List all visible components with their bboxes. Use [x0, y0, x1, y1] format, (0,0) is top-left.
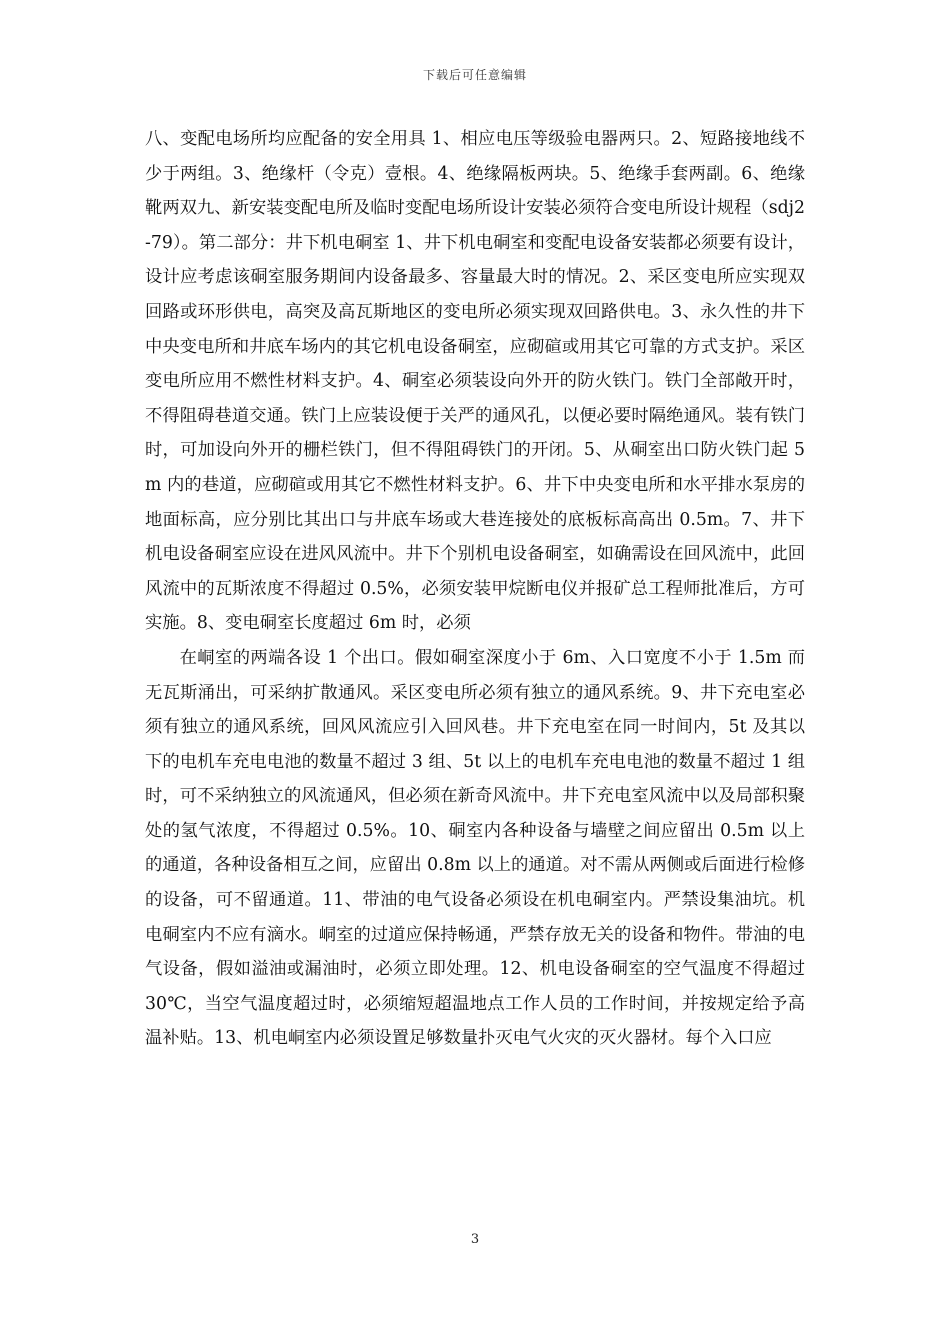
document-body — [145, 122, 805, 1056]
body-paragraph-1: 八、变配电场所均应配备的安全用具 1、相应电压等级验电器两只。2、短路接地线不少于两组。3、绝缘杆（令克）壹根。4、绝缘隔板两块。5、绝缘手套两副。6、绝缘靴两双九、新安装变配电所及临时变配电场所设计安装必须符合变电所设计规程（sdj2-79）。第二部分：井下机电硐室 1、井下机电硐室和变配电设备安装都必须要有设计，设计应考虑该硐室服务期间内设备最多、容量最大时的情况。2、采区变电所应实现双回路或环形供电，高突及高瓦斯地区的变电所必须实现双回路供电。3、永久性的井下中央变电所和井底车场内的其它机电设备硐室，应砌碹或用其它可靠的方式支护。采区变电所应用不燃性材料支护。4、硐室必须装设向外开的防火铁门。铁门全部敞开时，不得阻碍巷道交通。铁门上应装设便于关严的通风孔，以便必要时隔绝通风。装有铁门时，可加设向外开的栅栏铁门，但不得阻碍铁门的开闭。5、从硐室出口防火铁门起 5m 内的巷道，应砌碹或用其它不燃性材料支护。6、井下中央变电所和水平排水泵房的地面标高，应分别比其出口与井底车场或大巷连接处的底板标高高出 0.5m。7、井下机电设备硐室应设在进风风流中。井下个别机电设备硐室，如确需设在回风流中，此回风流中的瓦斯浓度不得超过 0.5%，必须安装甲烷断电仪并报矿总工程师批准后，方可实施。8、变电硐室长度超过 6m 时，必须 — [145, 129, 805, 634]
page-header: 下载后可任意编辑 — [422, 68, 527, 82]
page-number: 3 — [470, 1232, 480, 1247]
body-paragraph-2: 在峒室的两端各设 1 个出口。假如硐室深度小于 6m、入口宽度不小于 1.5m 而无瓦斯涌出，可采纳扩散通风。采区变电所必须有独立的通风系统。9、井下充电室必须有独立的通风系统，回风风流应引入回风巷。井下充电室在同一时间内，5t 及其以下的电机车充电电池的数量不超过 3 组、5t 以上的电机车充电电池的数量不超过 1 组时，可不采纳独立的风流通风，但必须在新奇风流中。井下充电室风流中以及局部积聚处的氢气浓度，不得超过 0.5%。10、硐室内各种设备与墙壁之间应留出 0.5m 以上的通道，各种设备相互之间，应留出 0.8m 以上的通道。对不需从两侧或后面进行检修的设备，可不留通道。11、带油的电气设备必须设在机电硐室内。严禁设集油坑。机电硐室内不应有滴水。峒室的过道应保持畅通，严禁存放无关的设备和物件。带油的电气设备，假如溢油或漏油时，必须立即处理。12、机电设备硐室的空气温度不得超过 30℃，当空气温度超过时，必须缩短超温地点工作人员的工作时间，并按规定给予高温补贴。13、机电峒室内必须设置足够数量扑灭电气火灾的灭火器材。每个入口应 — [145, 647, 805, 1049]
